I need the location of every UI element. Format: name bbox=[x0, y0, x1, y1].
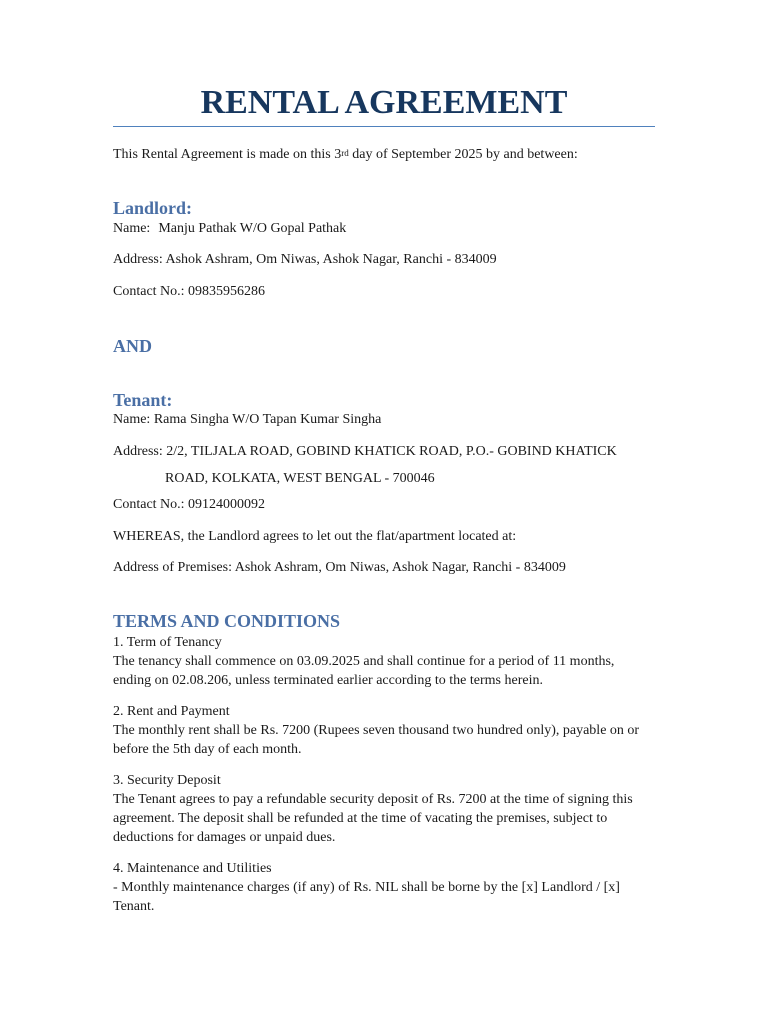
intro-text-before: This Rental Agreement is made on this 3 bbox=[113, 147, 342, 162]
term-section-text: The Tenant agrees to pay a refundable security deposit of Rs. 7200 at the time of signing this bbox=[113, 792, 633, 807]
term-section-text: Tenant. bbox=[113, 899, 155, 914]
landlord-name-line bbox=[113, 220, 346, 238]
term-section-title: 4. Maintenance and Utilities bbox=[113, 861, 272, 876]
term-section-text: ending on 02.08.206, unless terminated earlier according to the terms herein. bbox=[113, 673, 543, 688]
whereas-clause: WHEREAS, the Landlord agrees to let out the flat/apartment located at: bbox=[113, 529, 517, 544]
landlord-heading: Landlord: bbox=[113, 198, 193, 218]
title-underline bbox=[113, 126, 655, 127]
term-section-text: The monthly rent shall be Rs. 7200 (Rupees seven thousand two hundred only), payable on or bbox=[113, 723, 640, 738]
landlord-address: Address: Ashok Ashram, Om Niwas, Ashok Nagar, Ranchi - 834009 bbox=[113, 252, 497, 267]
term-section-title: 2. Rent and Payment bbox=[113, 704, 230, 719]
intro-line bbox=[113, 146, 578, 164]
and-heading: AND bbox=[113, 336, 152, 356]
tenant-heading: Tenant: bbox=[113, 390, 173, 410]
term-section-text: - Monthly maintenance charges (if any) of Rs. NIL shall be borne by the [x] Landlord / [x] bbox=[113, 880, 620, 895]
term-section-title: 1. Term of Tenancy bbox=[113, 635, 222, 650]
document-title: RENTAL AGREEMENT bbox=[200, 84, 568, 121]
tenant-name: Name: Rama Singha W/O Tapan Kumar Singha bbox=[113, 412, 382, 427]
landlord-contact: Contact No.: 09835956286 bbox=[113, 284, 266, 299]
term-section-text: The tenancy shall commence on 03.09.2025 and shall continue for a period of 11 months, bbox=[113, 654, 615, 669]
term-section-text: agreement. The deposit shall be refunded at the time of vacating the premises, subject to bbox=[113, 811, 608, 826]
tenant-contact: Contact No.: 09124000092 bbox=[113, 497, 266, 512]
intro-text-after: day of September 2025 by and between: bbox=[348, 147, 578, 162]
landlord-name-value: Manju Pathak W/O Gopal Pathak bbox=[158, 221, 347, 236]
premises-address: Address of Premises: Ashok Ashram, Om Niwas, Ashok Nagar, Ranchi - 834009 bbox=[113, 560, 566, 575]
intro-superscript: rd bbox=[341, 148, 349, 158]
term-section-title: 3. Security Deposit bbox=[113, 773, 221, 788]
term-section-text: before the 5th day of each month. bbox=[113, 742, 302, 757]
tenant-address-line1: Address: 2/2, TILJALA ROAD, GOBIND KHATICK ROAD, P.O.- GOBIND KHATICK bbox=[113, 444, 617, 459]
term-section-text: deductions for damages or unpaid dues. bbox=[113, 830, 336, 845]
terms-heading: TERMS AND CONDITIONS bbox=[113, 611, 341, 631]
landlord-name-label: Name: bbox=[113, 221, 151, 236]
tenant-address-line2: ROAD, KOLKATA, WEST BENGAL - 700046 bbox=[165, 471, 435, 486]
